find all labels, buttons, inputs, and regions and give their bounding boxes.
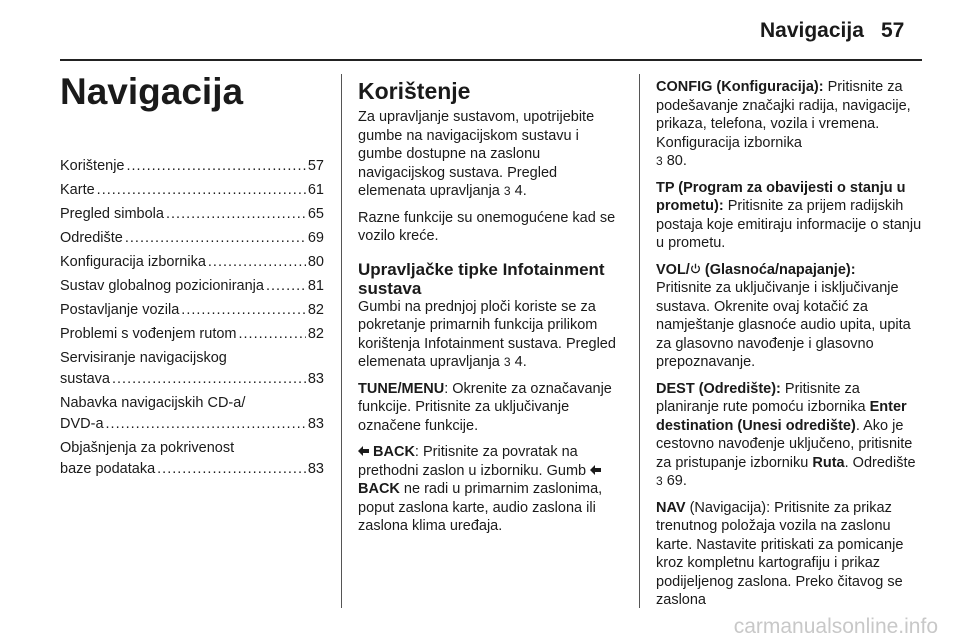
toc-entry[interactable]: Pregled simbola ..... 65	[60, 204, 324, 225]
toc-entry[interactable]: Problemi s vođenjem rutom ..... 82	[60, 324, 324, 345]
button-name: VOL/	[656, 261, 690, 278]
header-rule	[60, 59, 922, 61]
toc-entry[interactable]: Korištenje ..... 57	[60, 156, 324, 177]
page-ref[interactable]: 80.	[666, 153, 687, 169]
arrow-ref-icon: 3	[656, 474, 663, 488]
paragraph: VOL/ (Glasnoća/napajanje): Pritisnite za uključivanje i isključivanje sustava. Okrenite ovaj kotačić za namještanje glasnoće audio upita, upita za glasovno navođenje i glasovno prepoznavanje.	[656, 261, 911, 370]
page-number: 57	[881, 19, 905, 42]
toc-entry[interactable]: Servisiranje navigacijskog sustava ..... 83	[60, 348, 324, 390]
menu-name: Enter destination (Unesi odredište)	[656, 399, 907, 434]
paragraph: CONFIG (Konfiguracija): Pritisnite za podešavanje značajki radija, navigacije, prikaza, telefona, vozila i vremena. Konfiguracija izbornika 3 80.	[656, 79, 911, 169]
button-name: TUNE/MENU	[358, 380, 445, 397]
body-column-3	[656, 78, 924, 618]
button-name: CONFIG (Konfiguracija):	[656, 79, 824, 95]
toc-entry[interactable]: Konfiguracija izbornika ..... 80	[60, 252, 324, 273]
watermark: carmanualsonline.info	[733, 615, 938, 638]
table-of-contents	[60, 156, 324, 480]
toc-entry[interactable]: Objašnjenja za pokrivenost baze podataka ..... 83	[60, 438, 324, 480]
page-header	[0, 0, 960, 60]
arrow-ref-icon: 3	[656, 154, 663, 168]
arrow-ref-icon: 3	[503, 184, 511, 198]
section-title: Korištenje	[358, 78, 471, 104]
back-arrow-icon	[590, 465, 601, 475]
page-ref[interactable]: 4.	[514, 354, 527, 370]
paragraph: BACK: Pritisnite za povratak na prethodni zaslon u izborniku. Gumb BACK ne radi u primarnim zaslonima, poput zaslona karte, audio zaslona ili zaslona klima uređaja.	[358, 444, 603, 534]
toc-entry[interactable]: Karte ..... 61	[60, 180, 324, 201]
back-arrow-icon	[358, 446, 369, 456]
column-divider	[341, 74, 342, 608]
toc-entry[interactable]: Odredište ..... 69	[60, 228, 324, 249]
button-name: (Glasnoća/napajanje):	[704, 261, 856, 278]
paragraph: Razne funkcije su onemogućene kad se vozilo kreće.	[358, 209, 616, 244]
button-name: NAV	[656, 499, 686, 516]
chapter-title: Navigacija	[60, 71, 244, 112]
arrow-ref-icon: 3	[503, 355, 511, 369]
menu-name: Ruta	[812, 454, 845, 471]
paragraph: TUNE/MENU: Okrenite za označavanje funkcije. Pritisnite za uključivanje označene funkcije.	[358, 380, 612, 434]
paragraph: NAV (Navigacija): Pritisnite za prikaz trenutnog položaja vozila na zaslonu karte. Nastavite pritiskati za pomicanje kroz kompletnu kartografiju i prikaz podijeljenog zaslona. Preko čitavog se zaslona	[656, 499, 904, 608]
button-name: BACK	[373, 444, 415, 460]
toc-entry[interactable]: Sustav globalnog pozicioniranja ..... 81	[60, 276, 324, 297]
toc-entry[interactable]: Postavljanje vozila ..... 82	[60, 300, 324, 321]
page-ref[interactable]: 69.	[666, 473, 687, 489]
column-divider	[639, 74, 640, 608]
button-name: DEST (Odredište):	[656, 380, 781, 397]
paragraph: TP (Program za obavijesti o stanju u prometu): Pritisnite za prijem radijskih postaja koje emitiraju informacije o stanju u prometu.	[656, 179, 922, 251]
paragraph: Gumbi na prednjoj ploči koriste se za pokretanje primarnih funkcija prilikom korištenja Infotainment sustava. Pregled elemenata upravljanja 3 4.	[358, 298, 616, 370]
paragraph: DEST (Odredište): Pritisnite za planiranje rute pomoću izbornika Enter destination (Unesi odredište). Ako je cestovno navođenje uključeno, pritisnite za pristupanje izborniku Ruta. Odredište 3 69.	[656, 380, 916, 489]
button-name: BACK	[358, 481, 400, 497]
toc-column	[60, 70, 324, 483]
body-column-2	[358, 78, 624, 544]
subsection-title: Upravljačke tipke Infotainment sustava	[358, 259, 605, 298]
toc-entry[interactable]: Nabavka navigacijskih CD-a/ DVD-a ..... 83	[60, 393, 324, 435]
button-name: TP (Program za obavijesti o stanju u prometu):	[656, 179, 906, 214]
header-title: Navigacija	[760, 19, 864, 42]
page-ref[interactable]: 4.	[514, 183, 527, 199]
power-icon	[690, 263, 701, 274]
paragraph: Za upravljanje sustavom, upotrijebite gumbe na navigacijskom sustavu i gumbe dostupne na zaslonu navigacijskog sustava. Pregled elemenata upravljanja 3 4.	[358, 109, 595, 199]
